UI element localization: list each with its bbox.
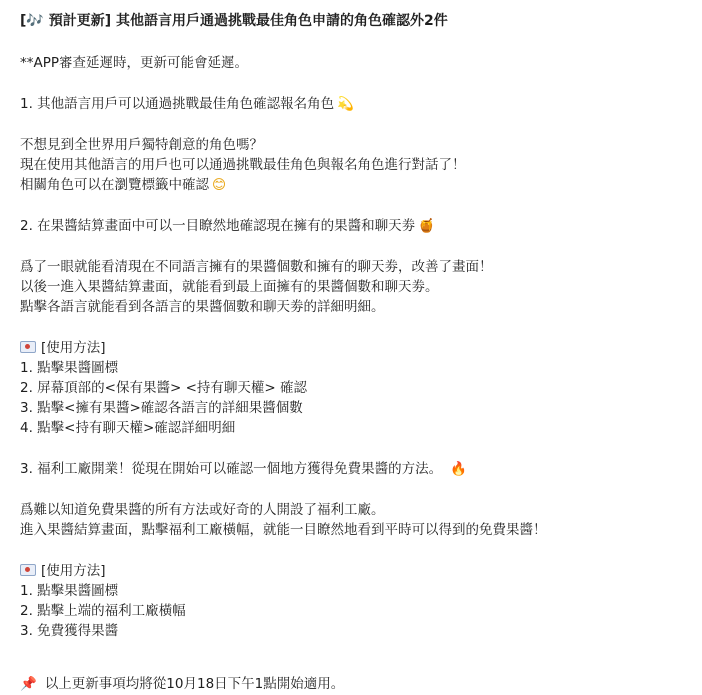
pushpin-icon: 📌: [20, 676, 37, 692]
ticket-icon: [20, 564, 36, 576]
effective-date-note: [20, 674, 682, 694]
section2-heading: [20, 216, 682, 236]
section2-line: 以後一進入果醬結算畫面，就能看到最上面擁有的果醬個數和聊天劵。: [20, 279, 439, 295]
section3-line: 進入果醬結算畫面，點擊福利工廠橫幅，就能一目瞭然地看到平時可以得到的免費果醬！: [20, 522, 547, 538]
section2-step: 1. 點擊果醬圖標: [20, 360, 119, 376]
section3-usage-label: [20, 561, 682, 581]
honey-jar-icon: 🍯: [418, 218, 435, 234]
section2-usage-label: [20, 338, 682, 358]
section3-line: 爲難以知道免費果醬的所有方法或好奇的人開設了福利工廠。: [20, 502, 385, 518]
section2-line: 爲了一眼就能看清現在不同語言擁有的果醬個數和擁有的聊天劵，改善了畫面！: [20, 259, 493, 275]
section2-step: 4. 點擊<持有聊天權>確認詳細明細: [20, 420, 236, 436]
section1-heading-text: 1. 其他語言用戶可以通過挑戰最佳角色確認報名角色: [20, 96, 335, 112]
fire-icon: 🔥: [450, 461, 467, 477]
section1-line: [20, 175, 682, 195]
section3-heading: [20, 459, 682, 479]
usage-label-text: [使用方法]: [41, 340, 106, 356]
delay-note: **APP審查延遲時，更新可能會延遲。: [20, 55, 249, 71]
smile-icon: 😊: [212, 177, 227, 193]
section1-line: 不想見到全世界用戶獨特創意的角色嗎？: [20, 137, 263, 153]
section1-line-text: 相關角色可以在瀏覽標籤中確認: [20, 177, 209, 193]
section2-step: 3. 點擊<擁有果醬>確認各語言的詳細果醬個數: [20, 400, 303, 416]
section1-line: 現在使用其他語言的用戶也可以通過挑戰最佳角色與報名角色進行對話了！: [20, 157, 466, 173]
section2-line: 點擊各語言就能看到各語言的果醬個數和聊天劵的詳細明細。: [20, 299, 385, 315]
ticket-icon: [20, 341, 36, 353]
section3-step: 3. 免費獲得果醬: [20, 623, 119, 639]
effective-date-text: 以上更新事項均將從10月18日下午1點開始適用。: [44, 676, 345, 692]
section3-heading-text: 3. 福利工廠開業！從現在開始可以確認一個地方獲得免費果醬的方法。: [20, 461, 443, 477]
section3-step: 2. 點擊上端的福利工廠橫幅: [20, 603, 186, 619]
section2-step: 2. 屏幕頂部的<保有果醬> <持有聊天權> 確認: [20, 380, 307, 396]
section3-step: 1. 點擊果醬圖標: [20, 583, 119, 599]
sparkle-icon: 💫: [337, 96, 354, 112]
announcement-title: [🎶 預計更新] 其他語言用戶通過挑戰最佳角色申請的角色確認外2件: [20, 13, 448, 29]
section1-heading: [20, 94, 682, 114]
section2-heading-text: 2. 在果醬結算畫面中可以一目瞭然地確認現在擁有的果醬和聊天劵: [20, 218, 416, 234]
usage-label-text: [使用方法]: [41, 563, 106, 579]
